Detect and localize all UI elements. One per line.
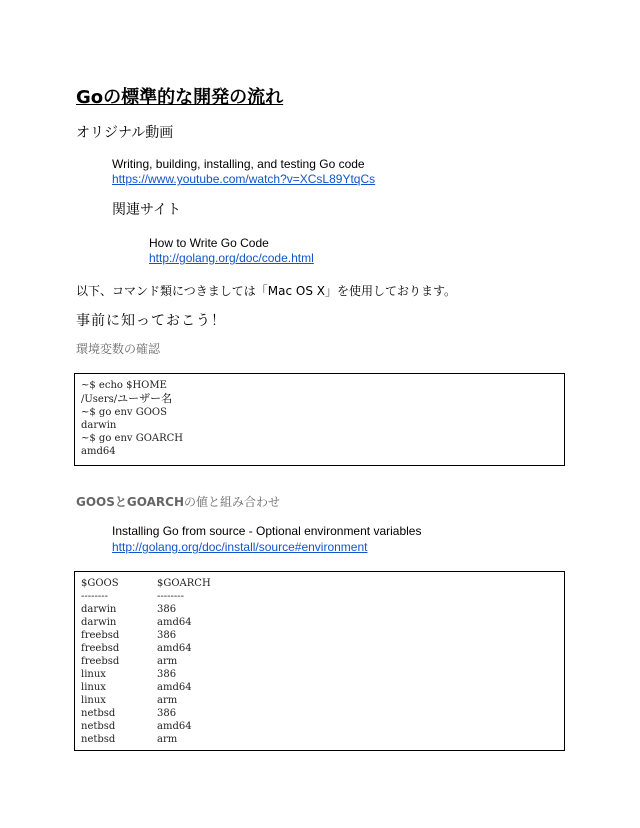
table-cell-goos: freebsd — [81, 630, 120, 641]
table-cell-goos: darwin — [81, 604, 117, 615]
table-row — [81, 642, 558, 655]
original-video-link[interactable]: https://www.youtube.com/watch?v=XCsL89YtqCs — [112, 172, 376, 186]
mac-os-note: 以下、コマンド類につきましては「Mac OS X」を使用しております。 — [76, 284, 457, 298]
table-cell-goos: netbsd — [81, 721, 116, 732]
goos-goarch-heading — [76, 491, 280, 510]
goos-goarch-heading-bold: GOOSとGOARCH — [76, 495, 185, 509]
install-source-link[interactable]: http://golang.org/doc/install/source#environment — [112, 540, 368, 554]
related-sites-heading: 関連サイト — [112, 202, 182, 218]
related-site-text: How to Write Go Code — [149, 236, 269, 250]
code-line-prefix: /Users/ — [81, 394, 118, 405]
table-cell-goarch: arm — [157, 695, 178, 706]
table-cell-goos: freebsd — [81, 643, 120, 654]
table-cell-goarch: 386 — [157, 630, 177, 641]
table-cell-goos: linux — [81, 669, 106, 680]
table-row — [81, 655, 558, 668]
install-source-text: Installing Go from source - Optional environment variables — [112, 524, 422, 538]
code-line-username: ユーザー名 — [117, 392, 173, 405]
table-cell-goos: linux — [81, 695, 106, 706]
page-title: Goの標準的な開発の流れ — [76, 87, 284, 108]
goos-goarch-heading-rest: の値と組み合わせ — [184, 495, 281, 509]
table-divider: -------- — [81, 591, 109, 602]
original-video-heading: オリジナル動画 — [76, 125, 174, 141]
related-site-link[interactable]: http://golang.org/doc/code.html — [149, 251, 314, 265]
table-row — [81, 733, 558, 746]
prerequisites-heading: 事前に知っておこう！ — [76, 313, 226, 329]
env-vars-heading: 環境変数の確認 — [76, 342, 161, 356]
table-cell-goarch: amd64 — [157, 643, 192, 654]
table-cell-goarch: amd64 — [157, 721, 192, 732]
code-line: darwin — [81, 420, 117, 431]
table-header-goos: $GOOS — [81, 578, 119, 589]
table-row — [81, 616, 558, 629]
env-code-block — [74, 373, 565, 466]
table-body — [81, 603, 558, 746]
table-cell-goos: netbsd — [81, 708, 116, 719]
table-row — [81, 629, 558, 642]
table-header-row — [81, 577, 558, 590]
table-row — [81, 681, 558, 694]
table-cell-goos: linux — [81, 682, 106, 693]
code-line: amd64 — [81, 446, 116, 457]
goos-goarch-table — [74, 571, 565, 751]
table-row — [81, 668, 558, 681]
table-header-goarch: $GOARCH — [157, 578, 211, 589]
table-row — [81, 720, 558, 733]
code-line: ~$ go env GOARCH — [81, 433, 184, 444]
table-cell-goarch: 386 — [157, 604, 177, 615]
table-cell-goarch: arm — [157, 656, 178, 667]
table-row — [81, 603, 558, 616]
table-cell-goos: freebsd — [81, 656, 120, 667]
code-line — [81, 392, 558, 406]
table-cell-goos: darwin — [81, 617, 117, 628]
table-cell-goarch: amd64 — [157, 617, 192, 628]
original-video-text: Writing, building, installing, and testing Go code — [112, 157, 365, 171]
table-row — [81, 707, 558, 720]
code-line: ~$ echo $HOME — [81, 380, 167, 391]
code-line: ~$ go env GOOS — [81, 407, 167, 418]
table-cell-goarch: 386 — [157, 669, 177, 680]
table-cell-goos: netbsd — [81, 734, 116, 745]
table-cell-goarch: arm — [157, 734, 178, 745]
table-row — [81, 694, 558, 707]
table-divider: -------- — [157, 591, 185, 602]
table-divider-row — [81, 590, 558, 603]
table-cell-goarch: amd64 — [157, 682, 192, 693]
table-cell-goarch: 386 — [157, 708, 177, 719]
